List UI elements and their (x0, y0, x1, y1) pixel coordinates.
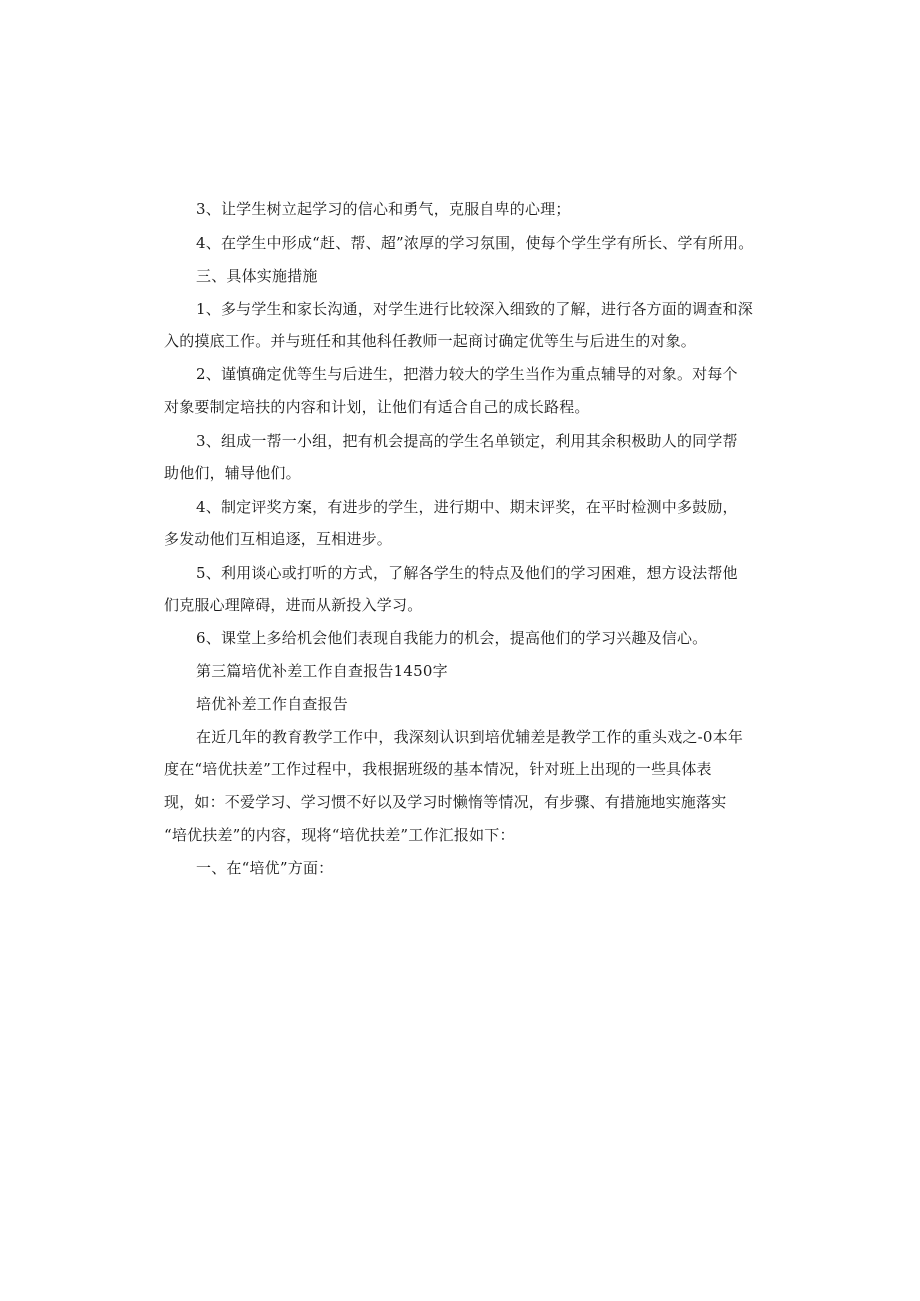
paragraph-goal-3: 3、让学生树立起学习的信心和勇气，克服自卑的心理； (196, 200, 571, 218)
paragraph-measure-5-line-2: 们克服心理障碍，进而从新投入学习。 (164, 596, 423, 614)
section-heading-peiyou: 一、在“培优”方面： (196, 859, 334, 877)
report-title: 培优补差工作自查报告 (196, 695, 349, 713)
paragraph-goal-4: 4、在学生中形成“赶、帮、超”浓厚的学习氛围，使每个学生学有所长、学有所用。 (196, 234, 754, 252)
article-title: 第三篇培优补差工作自查报告1450字 (196, 662, 448, 680)
paragraph-measure-3-line-1: 3、组成一帮一小组，把有机会提高的学生名单锁定，利用其余积极助人的同学帮 (196, 432, 738, 450)
paragraph-measure-1-line-1: 1、多与学生和家长沟通，对学生进行比较深入细致的了解，进行各方面的调查和深 (196, 300, 753, 318)
paragraph-measure-2-line-2: 对象要制定培扶的内容和计划，让他们有适合自己的成长路程。 (164, 398, 590, 416)
paragraph-measure-4-line-2: 多发动他们互相追逐，互相进步。 (164, 530, 393, 548)
paragraph-intro-line-2: 度在“培优扶差”工作过程中，我根据班级的基本情况，针对班上出现的一些具体表 (164, 760, 712, 778)
paragraph-measure-6: 6、课堂上多给机会他们表现自我能力的机会，提高他们的学习兴趣及信心。 (196, 629, 708, 647)
paragraph-intro-line-1: 在近几年的教育教学工作中，我深刻认识到培优辅差是教学工作的重头戏之-0本年 (196, 728, 744, 746)
section-heading-measures: 三、具体实施措施 (196, 267, 318, 285)
paragraph-measure-4-line-1: 4、制定评奖方案，有进步的学生，进行期中、期末评奖，在平时检测中多鼓励， (196, 498, 738, 516)
paragraph-intro-line-4: “培优扶差”的内容，现将“培优扶差”工作汇报如下： (164, 826, 515, 844)
paragraph-measure-3-line-2: 助他们，辅导他们。 (164, 464, 301, 482)
paragraph-measure-2-line-1: 2、谨慎确定优等生与后进生，把潜力较大的学生当作为重点辅导的对象。对每个 (196, 365, 738, 383)
paragraph-intro-line-3: 现，如：不爱学习、学习惯不好以及学习时懒惰等情况，有步骤、有措施地实施落实 (164, 793, 727, 811)
paragraph-measure-1-line-2: 入的摸底工作。并与班任和其他科任教师一起商讨确定优等生与后进生的对象。 (164, 332, 697, 350)
paragraph-measure-5-line-1: 5、利用谈心或打听的方式，了解各学生的特点及他们的学习困难，想方设法帮他 (196, 564, 738, 582)
